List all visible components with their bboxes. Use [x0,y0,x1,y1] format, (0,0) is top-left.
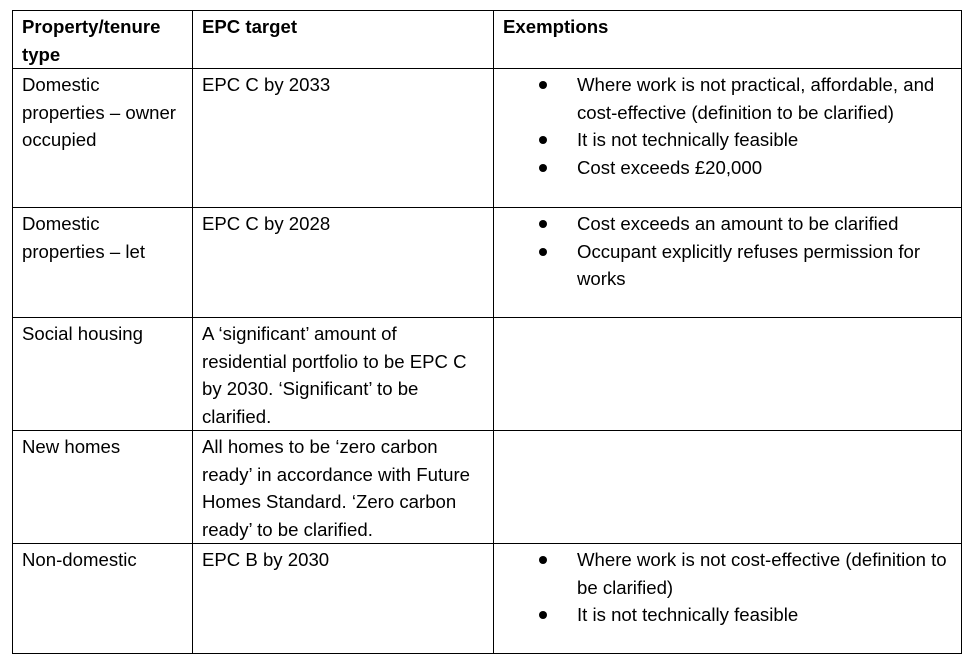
exemption-text: Cost exceeds an amount to be clarified [577,213,899,234]
cell-epc-target: EPC B by 2030 [193,544,494,654]
cell-epc-target: EPC C by 2028 [193,208,494,318]
cell-exemptions [494,544,962,654]
cell-exemptions [494,318,962,431]
bullet-icon [539,164,547,172]
exemption-text: It is not technically feasible [577,129,799,150]
table-row [13,544,962,654]
exemptions-list [503,71,952,181]
list-item [577,71,952,126]
header-property-tenure-type: Property/tenure type [13,11,193,69]
cell-property: Domestic properties – owner occupied [13,69,193,208]
cell-property: Domestic properties – let [13,208,193,318]
cell-exemptions [494,208,962,318]
table-row [13,431,962,544]
table-row [13,208,962,318]
bullet-icon [539,81,547,89]
table-row [13,318,962,431]
cell-property: Social housing [13,318,193,431]
epc-targets-table [12,10,962,654]
bullet-icon [539,611,547,619]
cell-exemptions [494,431,962,544]
table-row [13,69,962,208]
table-header-row [13,11,962,69]
cell-property: Non-domestic [13,544,193,654]
exemptions-list [503,546,952,629]
cell-epc-target: All homes to be ‘zero carbon ready’ in accordance with Future Homes Standard. ‘Zero carbon ready’ to be clarified. [193,431,494,544]
cell-property: New homes [13,431,193,544]
exemption-text: Occupant explicitly refuses permission for works [577,240,921,289]
list-item [577,546,952,601]
cell-exemptions [494,69,962,208]
exemption-text: Where work is not cost-effective (definition to be clarified) [577,549,947,598]
bullet-icon [539,556,547,564]
list-item [577,126,952,154]
bullet-icon [539,220,547,228]
list-item [577,601,952,629]
exemption-text: Cost exceeds £20,000 [577,156,763,178]
exemption-text: It is not technically feasible [577,604,799,625]
list-item [577,238,952,293]
list-item [577,154,952,182]
header-exemptions: Exemptions [494,11,962,69]
list-item [577,210,952,238]
exemption-text: Where work is not practical, affordable, and cost-effective (definition to be clarified) [577,74,935,123]
bullet-icon [539,136,547,144]
exemptions-list [503,210,952,293]
cell-epc-target: A ‘significant’ amount of residential portfolio to be EPC C by 2030. ‘Significant’ to be clarified. [193,318,494,431]
header-epc-target: EPC target [193,11,494,69]
cell-epc-target: EPC C by 2033 [193,69,494,208]
bullet-icon [539,248,547,256]
